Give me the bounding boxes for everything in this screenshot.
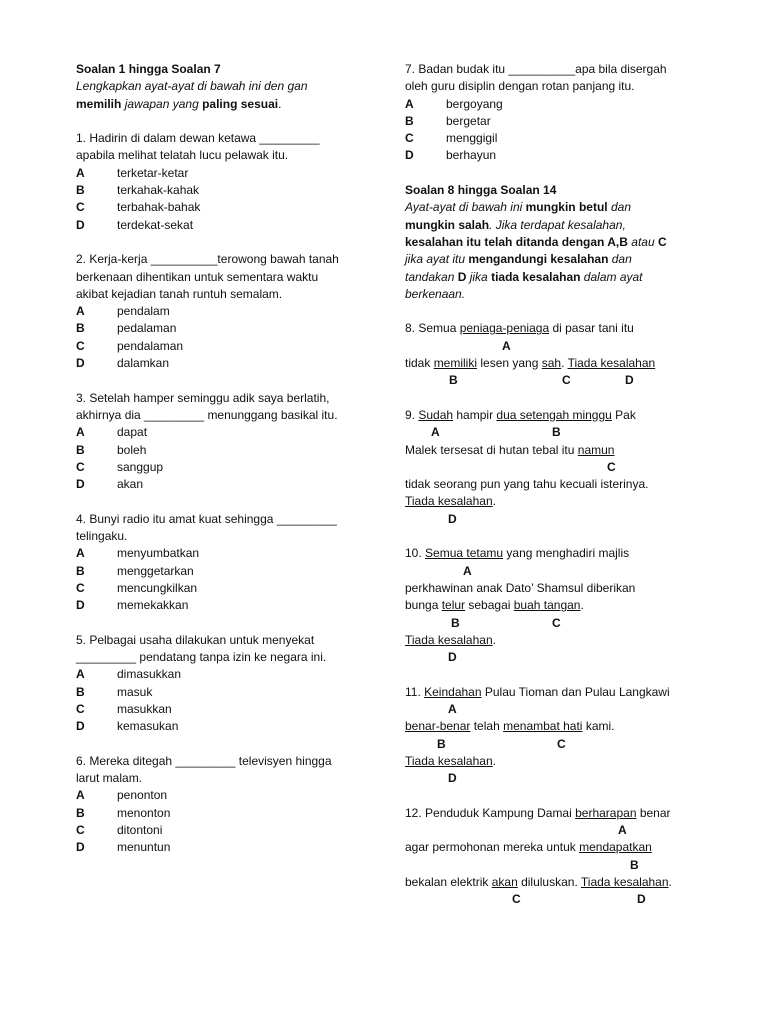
marker-c[interactable]: C: [512, 892, 521, 907]
question-10: 10. Semua tetamu yang menghadiri majlis A perkhawinan anak Dato’ Shamsul diberikan bunga telur sebagai buah tangan. B C Tiada kesalahan. D: [405, 545, 735, 666]
question-2: 2. Kerja-kerja __________terowong bawah tanah berkenaan dihentikan untuk sementara waktu akibat kejadian tanah runtuh semalam. A pendalam B pedalaman C pendalaman D dalamkan: [76, 251, 376, 372]
option-d[interactable]: D kemasukan: [76, 719, 179, 734]
option-b[interactable]: B boleh: [76, 442, 147, 457]
option-c[interactable]: C menggigil: [405, 131, 498, 146]
option-b[interactable]: B bergetar: [405, 113, 491, 128]
marker-d[interactable]: D: [448, 650, 457, 665]
marker-c[interactable]: C: [557, 736, 566, 751]
instruction-line-2: memilih jawapan yang paling sesuai.: [76, 96, 282, 111]
option-a[interactable]: A bergoyang: [405, 96, 503, 111]
question-8: 8. Semua peniaga-peniaga di pasar tani itu A tidak memiliki lesen yang sah. Tiada kesalahan B C D: [405, 320, 735, 389]
option-c[interactable]: C ditontoni: [76, 823, 163, 838]
option-b[interactable]: B menggetarkan: [76, 563, 194, 578]
marker-c[interactable]: C: [562, 373, 571, 388]
marker-a[interactable]: A: [463, 563, 472, 578]
question-11: 11. Keindahan Pulau Tioman dan Pulau Langkawi A benar-benar telah menambat hati kami. B C Tiada kesalahan. D: [405, 684, 735, 788]
option-d[interactable]: D memekakkan: [76, 598, 189, 613]
option-a[interactable]: A dimasukkan: [76, 667, 182, 682]
option-c[interactable]: C masukkan: [76, 701, 172, 716]
left-column: [76, 61, 376, 857]
option-a[interactable]: A penonton: [76, 788, 168, 803]
option-b[interactable]: B masuk: [76, 684, 153, 699]
question-12: 12. Penduduk Kampung Damai berharapan benar A agar permohonan mereka untuk mendapatkan B bekalan elektrik akan diluluskan. Tiada kesalahan. C D: [405, 805, 735, 909]
question-5: 5. Pelbagai usaha dilakukan untuk menyekat _________ pendatang tanpa izin ke negara ini. A dimasukkan B masuk C masukkan D kemasukan: [76, 632, 376, 736]
option-b[interactable]: B menonton: [76, 805, 171, 820]
marker-b[interactable]: B: [630, 857, 639, 872]
marker-a[interactable]: A: [502, 338, 511, 353]
marker-c[interactable]: C: [552, 615, 561, 630]
option-d[interactable]: D akan: [76, 477, 144, 492]
option-a[interactable]: A menyumbatkan: [76, 546, 200, 561]
marker-d[interactable]: D: [448, 771, 457, 786]
question-3: 3. Setelah hamper seminggu adik saya berlatih, akhirnya dia _________ menunggang basikal itu. A dapat B boleh C sanggup D akan: [76, 390, 376, 494]
option-d[interactable]: D terdekat-sekat: [76, 217, 194, 232]
question-6: 6. Mereka ditegah _________ televisyen hingga larut malam. A penonton B menonton C ditontoni D menuntun: [76, 753, 376, 857]
option-d[interactable]: D berhayun: [405, 148, 497, 163]
marker-a[interactable]: A: [448, 701, 457, 716]
marker-d[interactable]: D: [637, 892, 646, 907]
option-a[interactable]: A dapat: [76, 425, 148, 440]
option-d[interactable]: D menuntun: [76, 840, 171, 855]
question-4: 4. Bunyi radio itu amat kuat sehingga _________ telingaku. A menyumbatkan B menggetarkan C mencungkilkan D memekakkan: [76, 511, 376, 615]
marker-b[interactable]: B: [552, 425, 561, 440]
question-1: 1. Hadirin di dalam dewan ketawa _________ apabila melihat telatah lucu pelawak itu. A terketar-ketar B terkahak-kahak C terbahak-bahak D terdekat-sekat: [76, 130, 376, 234]
option-a[interactable]: A terketar-ketar: [76, 165, 189, 180]
option-a[interactable]: A pendalam: [76, 304, 170, 319]
instruction-line-1: Lengkapkan ayat-ayat di bawah ini den gan: [76, 79, 308, 94]
option-b[interactable]: B pedalaman: [76, 321, 177, 336]
marker-a[interactable]: A: [431, 425, 440, 440]
marker-b[interactable]: B: [449, 373, 458, 388]
option-c[interactable]: C terbahak-bahak: [76, 200, 201, 215]
marker-b[interactable]: B: [437, 736, 446, 751]
marker-b[interactable]: B: [451, 615, 460, 630]
underlined-segment: peniaga-peniaga: [459, 321, 550, 336]
option-c[interactable]: C sanggup: [76, 459, 164, 474]
marker-a[interactable]: A: [618, 823, 627, 838]
question-7: 7. Badan budak itu __________apa bila disergah oleh guru disiplin dengan rotan panjang itu. A bergoyang B bergetar C menggigil D berhayun: [405, 61, 735, 165]
option-c[interactable]: C pendalaman: [76, 338, 184, 353]
option-b[interactable]: B terkahak-kahak: [76, 183, 200, 198]
marker-c[interactable]: C: [607, 459, 616, 474]
section-title-1-7: Soalan 1 hingga Soalan 7: [76, 62, 221, 76]
section-title-8-14: Soalan 8 hingga Soalan 14: [405, 183, 557, 198]
marker-d[interactable]: D: [448, 511, 457, 526]
question-9: 9. Sudah hampir dua setengah minggu Pak A B Malek tersesat di hutan tebal itu namun C tidak seorang pun yang tahu kecuali isterinya. Tiada kesalahan. D: [405, 407, 735, 528]
instructions-8-14: Ayat-ayat di bawah ini mungkin betul dan mungkin salah. Jika terdapat kesalahan, kesalahan itu telah ditanda dengan A,B atau C jika ayat itu mengandungi kesalahan dan tandakan D jika tiada kesalahan dalam ayat berkenaan.: [405, 200, 667, 301]
marker-d[interactable]: D: [625, 373, 634, 388]
right-column: [405, 61, 735, 909]
option-d[interactable]: D dalamkan: [76, 356, 170, 371]
option-c[interactable]: C mencungkilkan: [76, 580, 198, 595]
